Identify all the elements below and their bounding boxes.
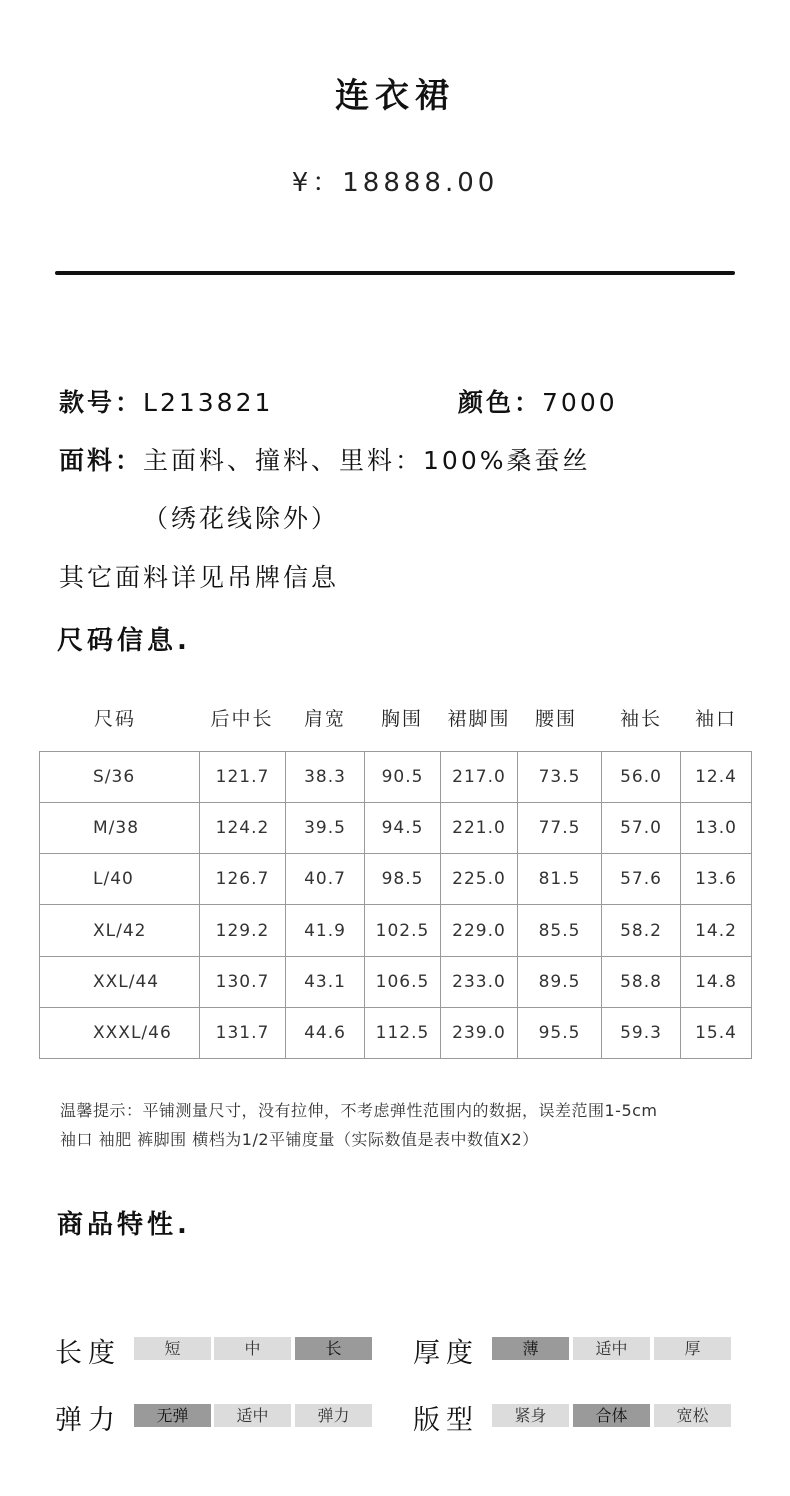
- fit-option-loose: 宽松: [654, 1404, 731, 1427]
- col-header-hem: 裙脚围: [447, 708, 511, 730]
- table-cell: XXXL/46: [40, 1007, 200, 1058]
- table-cell: 129.2: [200, 905, 286, 956]
- product-price: ¥：18888.00: [291, 168, 499, 198]
- color-code: [458, 383, 618, 419]
- table-cell: 77.5: [518, 803, 602, 854]
- table-cell: 58.8: [602, 956, 681, 1007]
- table-cell: 56.0: [602, 752, 681, 803]
- table-cell: 38.3: [286, 752, 365, 803]
- table-cell: 15.4: [681, 1007, 752, 1058]
- table-cell: 130.7: [200, 956, 286, 1007]
- col-header-sleeve-length: 袖长: [619, 708, 662, 730]
- table-row: [40, 854, 752, 905]
- table-cell: 229.0: [441, 905, 518, 956]
- thickness-option-thick: 厚: [654, 1337, 731, 1360]
- table-cell: 59.3: [602, 1007, 681, 1058]
- thickness-option-thin: 薄: [492, 1337, 569, 1360]
- fit-label: 版型: [413, 1405, 479, 1436]
- table-cell: 106.5: [365, 956, 441, 1007]
- table-cell: 43.1: [286, 956, 365, 1007]
- length-option-short: 短: [134, 1337, 211, 1360]
- table-cell: 81.5: [518, 854, 602, 905]
- measurement-note: 温馨提示：平铺测量尺寸，没有拉伸，不考虑弹性范围内的数据，误差范围1-5cm: [60, 1101, 658, 1120]
- table-cell: 41.9: [286, 905, 365, 956]
- table-cell: 95.5: [518, 1007, 602, 1058]
- style-number-label: 款号：: [59, 388, 144, 417]
- col-header-back-length: 后中长: [210, 708, 274, 730]
- divider: [55, 271, 735, 275]
- table-cell: 102.5: [365, 905, 441, 956]
- other-fabric-info: 其它面料详见吊牌信息: [59, 563, 340, 592]
- table-cell: 121.7: [200, 752, 286, 803]
- table-row: [40, 803, 752, 854]
- length-label: 长度: [55, 1338, 121, 1369]
- table-cell: 44.6: [286, 1007, 365, 1058]
- size-info-heading: 尺码信息.: [57, 626, 191, 656]
- table-cell: 40.7: [286, 854, 365, 905]
- table-cell: XL/42: [40, 905, 200, 956]
- elasticity-option-stretch: 弹力: [295, 1404, 372, 1427]
- table-cell: 94.5: [365, 803, 441, 854]
- table-cell: 233.0: [441, 956, 518, 1007]
- product-title: 连衣裙: [335, 76, 455, 116]
- table-cell: 90.5: [365, 752, 441, 803]
- table-cell: S/36: [40, 752, 200, 803]
- table-cell: 13.0: [681, 803, 752, 854]
- table-cell: 98.5: [365, 854, 441, 905]
- table-cell: 112.5: [365, 1007, 441, 1058]
- col-header-chest: 胸围: [380, 708, 423, 730]
- col-header-waist: 腰围: [534, 708, 577, 730]
- col-header-shoulder: 肩宽: [303, 708, 346, 730]
- elasticity-option-none: 无弹: [134, 1404, 211, 1427]
- fabric-info: [59, 441, 591, 477]
- fit-option-tight: 紧身: [492, 1404, 569, 1427]
- fit-option-regular: 合体: [573, 1404, 650, 1427]
- table-cell: 225.0: [441, 854, 518, 905]
- thickness-label: 厚度: [413, 1338, 479, 1369]
- length-option-medium: 中: [214, 1337, 291, 1360]
- table-cell: 85.5: [518, 905, 602, 956]
- table-cell: XXL/44: [40, 956, 200, 1007]
- table-cell: 57.6: [602, 854, 681, 905]
- table-cell: 126.7: [200, 854, 286, 905]
- table-row: [40, 1007, 752, 1058]
- length-option-long: 长: [295, 1337, 372, 1360]
- table-cell: 39.5: [286, 803, 365, 854]
- table-cell: 14.2: [681, 905, 752, 956]
- table-cell: 14.8: [681, 956, 752, 1007]
- table-row: [40, 956, 752, 1007]
- table-cell: 124.2: [200, 803, 286, 854]
- elasticity-option-medium: 适中: [214, 1404, 291, 1427]
- fabric-label: 面料：: [59, 446, 144, 475]
- table-cell: 12.4: [681, 752, 752, 803]
- table-cell: 239.0: [441, 1007, 518, 1058]
- fabric-note: （绣花线除外）: [143, 504, 340, 533]
- table-row: [40, 905, 752, 956]
- table-cell: 13.6: [681, 854, 752, 905]
- fabric-value: 主面料、撞料、里料：100%桑蚕丝: [143, 446, 591, 475]
- table-cell: M/38: [40, 803, 200, 854]
- style-number: [59, 383, 273, 419]
- size-table: [39, 751, 752, 1059]
- table-row: [40, 752, 752, 803]
- table-cell: 217.0: [441, 752, 518, 803]
- measurement-note-2: 袖口 袖肥 裤脚围 横档为1/2平铺度量（实际数值是表中数值X2）: [60, 1130, 539, 1149]
- table-cell: 89.5: [518, 956, 602, 1007]
- color-code-label: 颜色：: [458, 388, 543, 417]
- thickness-option-medium: 适中: [573, 1337, 650, 1360]
- color-code-value: 7000: [542, 388, 618, 417]
- table-cell: 221.0: [441, 803, 518, 854]
- features-heading: 商品特性.: [57, 1210, 191, 1240]
- table-cell: L/40: [40, 854, 200, 905]
- elasticity-label: 弹力: [55, 1405, 121, 1436]
- table-cell: 58.2: [602, 905, 681, 956]
- style-number-value: L213821: [143, 388, 274, 417]
- table-cell: 73.5: [518, 752, 602, 803]
- col-header-size: 尺码: [93, 708, 136, 730]
- table-cell: 131.7: [200, 1007, 286, 1058]
- table-cell: 57.0: [602, 803, 681, 854]
- col-header-cuff: 袖口: [694, 708, 737, 730]
